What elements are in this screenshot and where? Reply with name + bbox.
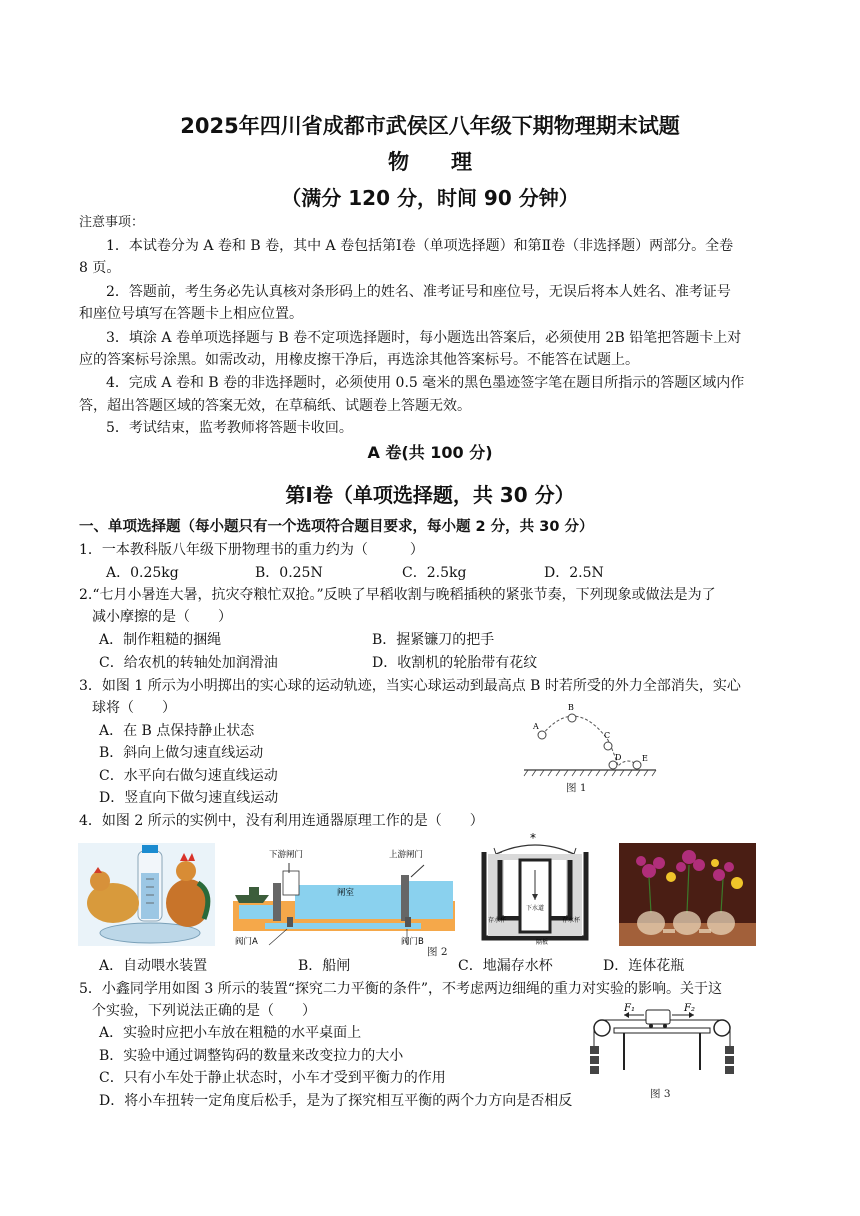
ball-e [633,761,641,769]
q4-option-c: C．地漏存水杯 [458,958,553,974]
notice-heading: 注意事项： [79,215,145,230]
notice-line: 应的答案标号涂黑。如需改动，用橡皮擦干净后，再选涂其他答案标号。不能答在试题上。 [79,352,639,368]
part1-instruction: 一、单项选择题（每小题只有一个选项符合题目要求，每小题 2 分，共 30 分） [79,519,594,535]
drain-label-right: 存水杯 [562,917,581,924]
drain-label-center: 下水道 [526,905,545,912]
downstream-gate-label: 下游闸门 [269,850,304,860]
valve-b-label: 阀门B [401,937,424,947]
upstream-gate-label: 上游闸门 [389,850,424,860]
label-e: E [642,754,648,763]
question-2-stem-cont: 减小摩擦的是（ ） [92,609,232,625]
figure-3-caption: 图 3 [650,1088,671,1100]
q3-option-c: C．水平向右做匀速直线运动 [99,768,278,784]
q4-option-d: D．连体花瓶 [603,958,685,974]
question-3-stem-cont: 球将（ ） [92,700,176,716]
q2-option-b: B．握紧镰刀的把手 [372,632,495,648]
force-f1-label: F₁ [624,1003,635,1014]
notice-line: 2．答题前，考生务必先认真核对条形码上的姓名、准考证号和座位号，无误后将本人姓名、准考证号 [106,284,731,300]
q5-option-d: D．将小车扭转一定角度后松手，是为了探究相互平衡的两个力方向是否相反 [99,1093,573,1109]
q5-option-a: A．实验时应把小车放在粗糙的水平桌面上 [99,1025,362,1041]
force-f2-label: F₂ [684,1003,695,1014]
ball-c [604,742,612,750]
subject-title: 物 理 [388,150,472,174]
q3-option-d: D．竖直向下做匀速直线运动 [99,790,279,806]
q4-option-a: A．自动喂水装置 [99,958,208,974]
question-4-stem: 4．如图 2 所示的实例中，没有利用连通器原理工作的是（ ） [79,813,484,829]
figure-3-apparatus [590,1000,742,1082]
q2-option-c: C．给农机的转轴处加润滑油 [99,655,278,671]
notice-line: 5．考试结束，监考教师将答题卡收回。 [106,420,353,436]
floor-drain-image [480,830,590,948]
q5-option-c: C．只有小车处于静止状态时，小车才受到平衡力的作用 [99,1070,446,1086]
question-1-stem: 1．一本教科版八年级下册物理书的重力约为（ ） [79,542,424,558]
q1-option-c: C．2.5kg [402,565,467,581]
drain-symbol: * [530,831,536,845]
q1-option-b: B．0.25N [255,565,323,581]
question-5-stem: 5．小鑫同学用如图 3 所示的装置“探究二力平衡的条件”，不考虑两边细绳的重力对实验的影响。关于这 [79,981,723,997]
q3-option-a: A．在 B 点保持静止状态 [99,723,255,739]
figure-2-caption: 图 2 [427,946,448,958]
notice-line: 1．本试卷分为 A 卷和 B 卷，其中 A 卷包括第Ⅰ卷（单项选择题）和第Ⅱ卷（非选择题）两部分。全卷 [106,238,734,254]
valve-a-label: 阀门A [235,937,258,947]
notice-line: 答，超出答题区域的答案无效，在草稿纸、试题卷上答题无效。 [79,398,471,414]
drain-label-bottom: 隔板 [536,939,549,946]
feeder-image [78,843,215,946]
drain-label-left: 存水杯 [488,917,507,924]
label-a: A [533,722,539,731]
q1-option-a: A．0.25kg [106,565,179,581]
q3-option-b: B．斜向上做匀速直线运动 [99,745,264,761]
notice-line: 3．填涂 A 卷单项选择题与 B 卷不定项选择题时，每小题选出答案后，必须使用 2B 铅笔把答题卡上对 [106,330,742,346]
question-2-stem: 2.“七月小暑连大暑，抗灾夺粮忙双抢。”反映了早稻收割与晚稻插秧的紧张节奏，下列现象或做法是为了 [79,587,716,603]
part1-title: 第Ⅰ卷（单项选择题，共 30 分） [285,483,575,507]
label-c: C [604,731,611,740]
q1-option-d: D．2.5N [544,565,604,581]
vase-image [619,843,756,946]
label-b: B [568,703,574,712]
q2-option-d: D．收割机的轮胎带有花纹 [372,655,538,671]
label-d: D [615,753,622,762]
notice-line: 和座位号填写在答题卡上相应位置。 [79,306,303,322]
ball-d [609,761,617,769]
ship-lock-image [229,843,459,951]
ball-a [538,731,546,739]
ball-b [568,714,576,722]
q4-option-b: B．船闸 [298,958,351,974]
exam-title: 2025年四川省成都市武侯区八年级下期物理期末试题 [180,114,680,138]
q2-option-a: A．制作粗糙的捆绳 [99,632,222,648]
notice-line: 8 页。 [79,260,121,276]
question-5-stem-cont: 个实验，下列说法正确的是（ ） [92,1003,316,1019]
lock-chamber-label: 闸室 [337,888,355,898]
notice-line: 4．完成 A 卷和 B 卷的非选择题时，必须使用 0.5 毫米的黑色墨迹签字笔在题目所指示的答题区域内作 [106,375,745,391]
question-3-stem: 3．如图 1 所示为小明掷出的实心球的运动轨迹，当实心球运动到最高点 B 时若所受的外力全部消失，实心 [79,678,741,694]
figure-1-caption: 图 1 [566,782,587,794]
full-marks: （满分 120 分，时间 90 分钟） [281,186,579,210]
figure-1-trajectory [520,700,660,778]
section-a-title: A 卷(共 100 分) [367,443,493,462]
q5-option-b: B．实验中通过调整钩码的数量来改变拉力的大小 [99,1048,404,1064]
